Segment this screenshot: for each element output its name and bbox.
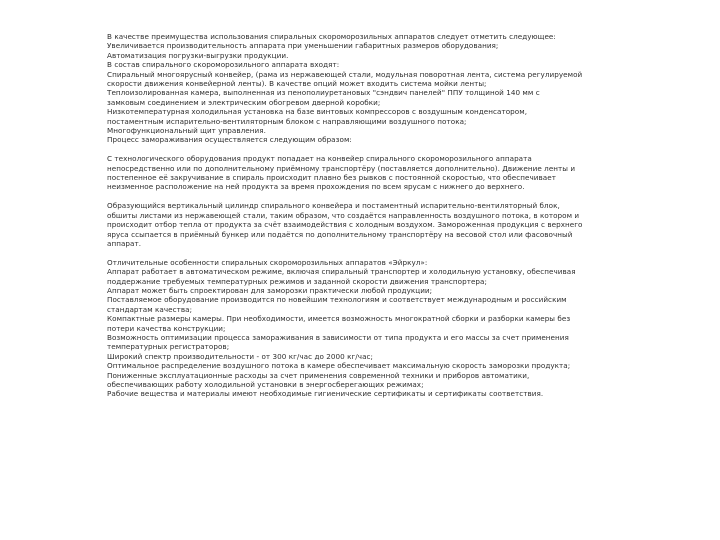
paragraph-gap (107, 145, 655, 154)
text-line: Автоматизация погрузки-выгрузки продукции. (107, 50, 289, 60)
text-line: Поставляемое оборудование производится по новейшим технологиям и соответствует международным и российским (107, 295, 567, 305)
text-line: Низкотемпературная холодильная установка на базе винтовых компрессоров с воздушным конденсатором, (107, 107, 528, 117)
text-line: Оптимальное распределение воздушного потока в камере обеспечивает максимальную скорость заморозки продукта; (107, 361, 571, 371)
text-line: обеспечивающих работу холодильной установки в энергосберегающих режимах; (107, 379, 424, 389)
text-line: Многофункциональный щит управления. (107, 126, 266, 136)
paragraph-gap (107, 248, 655, 257)
text-line: замковым соединением и электрическим обогревом дверной коробки; (107, 97, 381, 107)
text-line: Пониженные эксплуатационные расходы за счет применения современной техники и приборов автоматики, (107, 370, 530, 380)
text-line: обшиты листами из нержавеющей стали, таким образом, что создаётся направленность воздушного потока, в котором и (107, 210, 580, 220)
paragraph-gap (107, 192, 655, 201)
text-line: аппарат. (107, 238, 142, 248)
text-line: яруса ссыпается в приёмный бункер или подаётся по дополнительному транспортёру на весовой стол или фасовочный (107, 229, 573, 239)
text-line: С технологического оборудования продукт попадает на конвейер спирального скороморозильного аппарата (107, 154, 532, 164)
text-line: Образующийся вертикальный цилиндр спирального конвейера и постаментный испарительно-вентиляторный блок, (107, 201, 560, 211)
text-line: В качестве преимущества использования спиральных скороморозильных аппаратов следует отметить следующее: (107, 32, 556, 41)
text-line: Теплоизолированная камера, выполненная из пенополиуретановых "сэндвич панелей" ППУ толщиной 140 мм с (107, 88, 540, 98)
text-line: потери качества конструкции; (107, 323, 226, 333)
section-process (107, 154, 655, 192)
text-line: происходит отбор тепла от продукта за счёт взаимодействия с холодным воздухом. Замороженная продукция с верхнего (107, 220, 583, 230)
text-line: скорости движения конвейерной ленты). В качестве опций может входить система мойки ленты; (107, 79, 487, 89)
section-advantages (107, 32, 655, 145)
text-line: Отличительные особенности спиральных скороморозильных аппаратов «Эйркул»: (107, 257, 428, 267)
text-line: Процесс замораживания осуществляется следующим образом: (107, 135, 352, 145)
text-line: температурных регистраторов; (107, 342, 230, 352)
text-line: постепенное её закручивание в спираль происходит плавно без рывков с постоянной скоростью, что обеспечивает (107, 173, 556, 183)
text-line: Аппарат работает в автоматическом режиме, включая спиральный транспортер и холодильную установку, обеспечивая (107, 267, 576, 277)
text-line: Рабочие вещества и материалы имеют необходимые гигиенические сертификаты и сертификаты соответствия. (107, 389, 544, 399)
text-line: Широкий спектр производительности - от 300 кг/час до 2000 кг/час; (107, 351, 374, 361)
text-line: поддержание требуемых температурных режимов и заданной скорости движения транспортера; (107, 276, 487, 286)
text-line: Возможность оптимизации процесса замораживания в зависимости от типа продукта и его массы за счет применения (107, 332, 569, 342)
text-line: постаментным испарительно-вентиляторным блоком с направляющими воздушного потока; (107, 116, 467, 126)
section-airflow (107, 201, 655, 248)
text-line: Спиральный многоярусный конвейер, (рама из нержавеющей стали, модульная поворотная лента, система регулируемой (107, 69, 583, 79)
text-line: Увеличивается производительность аппарата при уменьшении габаритных размеров оборудования; (107, 41, 499, 51)
section-features (107, 258, 655, 399)
text-line: В состав спирального скороморозильного аппарата входят: (107, 60, 340, 70)
document-body (107, 32, 655, 399)
text-line: стандартам качества; (107, 304, 193, 314)
text-line: неизменное расположение на ней продукта за время прохождения по всем ярусам с нижнего до верхнего. (107, 182, 525, 192)
text-line: Аппарат может быть спроектирован для заморозки практически любой продукции; (107, 285, 433, 295)
text-line: непосредственно или по дополнительному приёмному транспортёру (поставляется дополнительно). Движение ленты и (107, 163, 576, 173)
text-line: Компактные размеры камеры. При необходимости, имеется возможность многократной сборки и разборки камеры без (107, 314, 571, 324)
